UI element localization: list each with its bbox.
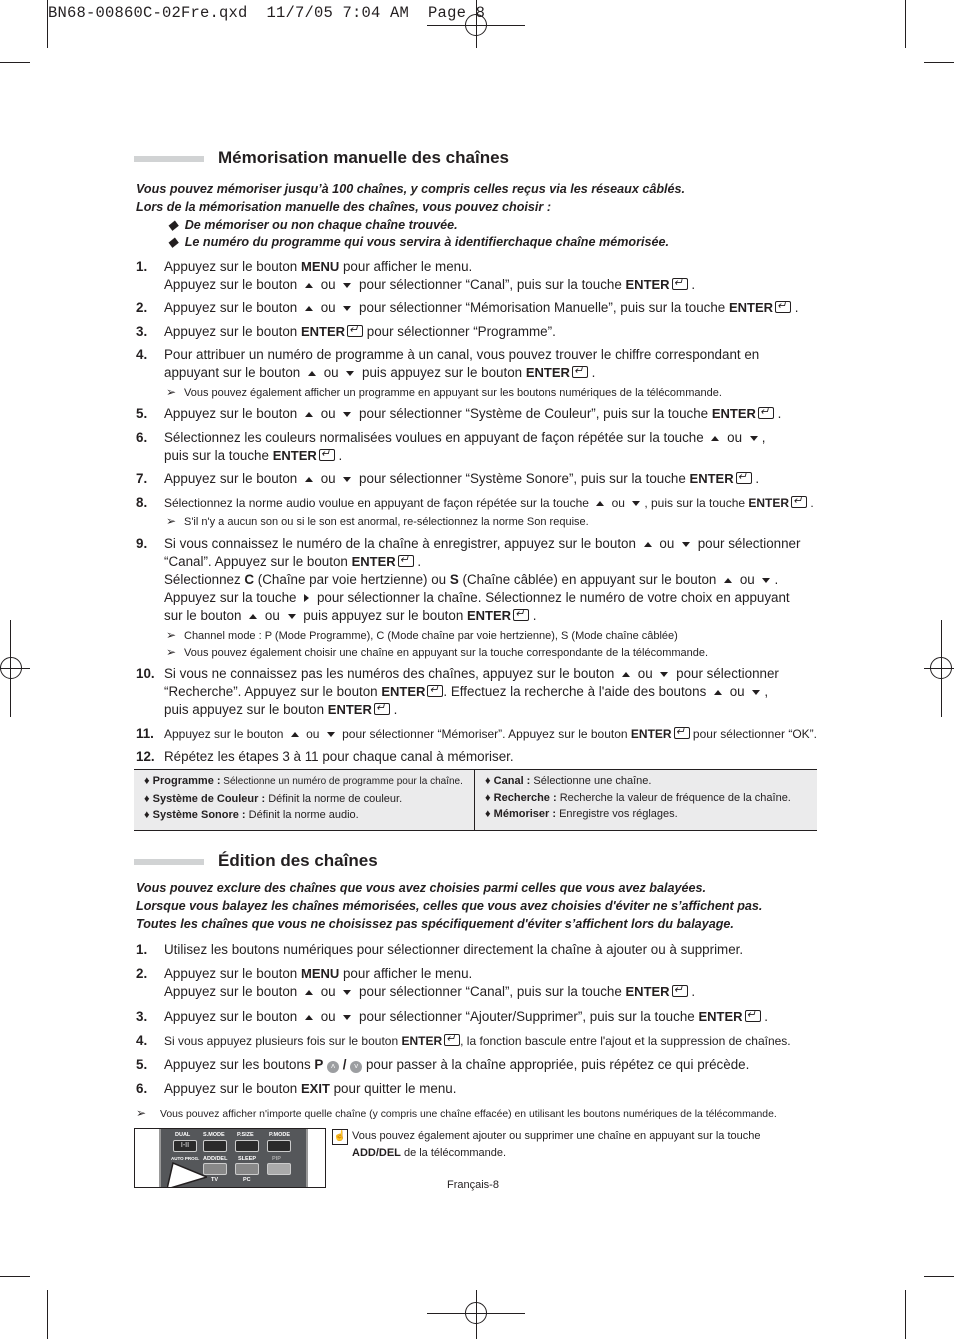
note: ➢ Channel mode : P (Mode Programme), C (Mode chaîne par voie hertzienne), S (Mode chaîne câblée) bbox=[166, 628, 678, 642]
enter-icon bbox=[758, 407, 774, 419]
note: ➢ S'il n'y a aucun son ou si le son est anormal, re-sélectionnez la norme Son requise. bbox=[166, 514, 589, 528]
crop-mark bbox=[0, 1276, 30, 1277]
up-arrow-icon bbox=[308, 371, 316, 376]
remote-body bbox=[159, 1129, 308, 1187]
down-arrow-icon bbox=[343, 412, 351, 417]
intro-bullet: ◆ De mémoriser ou non chaque chaîne trouvée. bbox=[168, 217, 458, 232]
legend-item: ♦ Système Sonore : Définit la norme audio. bbox=[144, 809, 359, 821]
section-bar bbox=[134, 859, 204, 865]
down-arrow-icon bbox=[632, 501, 640, 506]
intro-line: Lors de la mémorisation manuelle des chaînes, vous pouvez choisir : bbox=[136, 199, 552, 214]
down-arrow-icon bbox=[682, 542, 690, 547]
down-arrow-icon bbox=[343, 990, 351, 995]
remote-button bbox=[235, 1163, 259, 1175]
step-4: 4. Si vous appuyez plusieurs fois sur le bouton ENTER↵ , la fonction bascule entre l'ajout et la suppression de chaînes. bbox=[136, 1032, 826, 1050]
menu-legend-table bbox=[134, 769, 817, 831]
remote-label: PIP bbox=[272, 1156, 281, 1162]
step-2: 2. Appuyez sur le bouton MENU pour afficher le menu. Appuyez sur le bouton ou pour sélectionner “Canal”, puis sur la touche ENTER↵ . bbox=[136, 965, 826, 1001]
up-arrow-icon bbox=[305, 306, 313, 311]
step-11: 11. Appuyez sur le bouton ou pour sélectionner “Mémoriser”. Appuyez sur le bouton ENTER↵ pour sélectionner “OK”. bbox=[136, 725, 826, 743]
down-arrow-icon bbox=[343, 1015, 351, 1020]
intro-line: Lorsque vous balayez les chaînes mémorisées, celles que vous avez choisies d'éviter ne s’affichent pas. bbox=[136, 898, 763, 913]
enter-icon bbox=[427, 685, 443, 697]
up-arrow-icon bbox=[596, 501, 604, 506]
step-3: 3. Appuyez sur le bouton ENTER↵ pour sélectionner “Programme”. bbox=[136, 323, 826, 341]
up-arrow-icon bbox=[305, 283, 313, 288]
remote-button bbox=[203, 1140, 227, 1152]
remote-label: PC bbox=[243, 1177, 251, 1183]
down-arrow-icon bbox=[343, 306, 351, 311]
note-arrow-icon: ➢ bbox=[166, 645, 177, 659]
section-bar bbox=[134, 156, 204, 162]
down-arrow-icon bbox=[343, 283, 351, 288]
up-arrow-icon bbox=[644, 542, 652, 547]
print-slug: BN68-00860C-02Fre.qxd 11/7/05 7:04 AM Page 8 bbox=[48, 4, 486, 22]
section-intro bbox=[136, 880, 836, 933]
enter-icon bbox=[791, 496, 807, 508]
enter-icon bbox=[319, 449, 335, 461]
legend-item: ♦ Mémoriser : Enregistre vos réglages. bbox=[485, 808, 678, 820]
up-arrow-icon bbox=[305, 412, 313, 417]
remote-label: AUTO PROG. bbox=[171, 1156, 200, 1161]
step-1: 1. Appuyez sur le bouton MENU pour afficher le menu. Appuyez sur le bouton ou pour sélectionner “Canal”, puis sur la touche ENTER↵ . bbox=[136, 258, 826, 294]
enter-icon bbox=[513, 609, 529, 621]
crop-mark bbox=[47, 1290, 48, 1339]
up-arrow-icon bbox=[305, 990, 313, 995]
channel-down-icon: ˅ bbox=[350, 1061, 362, 1073]
up-arrow-icon bbox=[249, 614, 257, 619]
remote-label: DUAL bbox=[175, 1132, 191, 1138]
step-8: 8. Sélectionnez la norme audio voulue en appuyant de façon répétée sur la touche ou , puis sur la touche ENTER↵ . bbox=[136, 494, 826, 512]
channel-up-icon: ˄ bbox=[327, 1061, 339, 1073]
legend-item: ♦ Système de Couleur : Définit la norme de couleur. bbox=[144, 792, 403, 805]
registration-mark bbox=[465, 1302, 487, 1324]
intro-line: Vous pouvez exclure des chaînes que vous avez choisies parmi celles que vous avez balayées. bbox=[136, 881, 707, 895]
remote-button bbox=[267, 1163, 291, 1175]
up-arrow-icon bbox=[724, 578, 732, 583]
enter-icon bbox=[572, 366, 588, 378]
remote-label: ADD/DEL bbox=[203, 1156, 228, 1162]
up-arrow-icon bbox=[622, 672, 630, 677]
enter-icon bbox=[672, 278, 688, 290]
remote-label: SLEEP bbox=[238, 1156, 257, 1162]
intro-line: Vous pouvez mémoriser jusqu’à 100 chaînes, y compris celles reçus via les réseaux câblés. bbox=[136, 182, 686, 196]
step-9: 9. Si vous connaissez le numéro de la chaîne à enregistrer, appuyez sur le bouton ou pour sélectionner “Canal”. Appuyez sur le bouton ENTER↵ . Sélectionnez C (Chaîne par voie hertzienne) ou S (Chaîne câblée) en appuyant sur le bouton ou . Appuyez sur la touche pour sélectionner la chaîne. Sélectionnez le numéro de votre choix en appuyant sur le bouton ou puis appuyez sur le bouton ENTER↵ . bbox=[136, 535, 826, 625]
crop-mark bbox=[924, 62, 954, 63]
legend-left-column bbox=[144, 773, 463, 824]
note-arrow-icon: ➢ bbox=[136, 1106, 147, 1120]
step-12: 12. Répétez les étapes 3 à 11 pour chaque canal à mémoriser. bbox=[136, 749, 514, 764]
legend-item: ♦ Recherche : Recherche la valeur de fréquence de la chaîne. bbox=[485, 791, 791, 804]
step-5: 5. Appuyez sur le bouton ou pour sélectionner “Système de Couleur”, puis sur la touche ENTER↵ . bbox=[136, 405, 826, 423]
down-arrow-icon bbox=[762, 578, 770, 583]
note: ➢ Vous pouvez également choisir une chaîne en appuyant sur la touche correspondante de la télécommande. bbox=[166, 645, 709, 659]
enter-icon bbox=[672, 985, 688, 997]
step-6: 6. Sélectionnez les couleurs normalisées voulues en appuyant de façon répétée sur la touche ou , puis sur la touche ENTER↵ . bbox=[136, 429, 826, 465]
down-arrow-icon bbox=[288, 614, 296, 619]
note-arrow-icon: ➢ bbox=[166, 514, 177, 528]
legend-item: ♦ Programme : Sélectionne un numéro de programme pour la chaîne. bbox=[144, 775, 463, 787]
remote-label: S.MODE bbox=[203, 1132, 225, 1138]
enter-icon bbox=[374, 703, 390, 715]
pointer-arrow-icon bbox=[167, 1159, 207, 1188]
tip-text: Vous pouvez également ajouter ou supprimer une chaîne en appuyant sur la touche ADD/DEL de la télécommande. bbox=[352, 1130, 761, 1159]
step-5: 5. Appuyez sur les boutons P ˄ / ˅ pour passer à la chaîne appropriée, puis répétez ce qui précède. bbox=[136, 1057, 750, 1072]
down-arrow-icon bbox=[750, 436, 758, 441]
registration-mark bbox=[930, 657, 952, 679]
enter-icon bbox=[736, 472, 752, 484]
down-arrow-icon bbox=[346, 371, 354, 376]
note: ➢ Vous pouvez afficher n'importe quelle chaîne (y compris une chaîne effacée) en utilisant les boutons numériques de la télécommande. bbox=[136, 1106, 777, 1120]
up-arrow-icon bbox=[305, 1015, 313, 1020]
registration-mark bbox=[0, 657, 22, 679]
crop-mark bbox=[924, 1276, 954, 1277]
remote-button: I-II bbox=[173, 1140, 197, 1152]
remote-label: TV bbox=[211, 1177, 219, 1183]
page-number: Français-8 bbox=[447, 1179, 499, 1191]
down-arrow-icon bbox=[752, 690, 760, 695]
enter-icon bbox=[444, 1034, 460, 1046]
step-2: 2. Appuyez sur le bouton ou pour sélectionner “Mémorisation Manuelle”, puis sur la touche ENTER↵ . bbox=[136, 299, 826, 317]
note-arrow-icon: ➢ bbox=[166, 628, 177, 642]
note: ➢ Vous pouvez également afficher un programme en appuyant sur les boutons numériques de la télécommande. bbox=[166, 385, 722, 399]
remote-label: P.MODE bbox=[269, 1132, 290, 1138]
note-arrow-icon: ➢ bbox=[166, 385, 177, 399]
remote-control-image bbox=[134, 1128, 326, 1188]
crop-mark bbox=[0, 62, 30, 63]
enter-icon bbox=[398, 555, 414, 567]
down-arrow-icon bbox=[327, 732, 335, 737]
enter-icon bbox=[347, 325, 363, 337]
enter-icon bbox=[745, 1010, 761, 1022]
step-3: 3. Appuyez sur le bouton ou pour sélectionner “Ajouter/Supprimer”, puis sur la touche ENTER↵ . bbox=[136, 1008, 826, 1026]
enter-icon bbox=[674, 727, 690, 739]
up-arrow-icon bbox=[305, 477, 313, 482]
step-1: 1. Utilisez les boutons numériques pour sélectionner directement la chaîne à ajouter ou à supprimer. bbox=[136, 942, 744, 957]
remote-button bbox=[267, 1140, 291, 1152]
legend-item: ♦ Canal : Sélectionne une chaîne. bbox=[485, 775, 652, 787]
remote-button bbox=[235, 1140, 259, 1152]
right-arrow-icon bbox=[304, 594, 309, 602]
section-title: Édition des chaînes bbox=[218, 851, 378, 870]
step-7: 7. Appuyez sur le bouton ou pour sélectionner “Système Sonore”, puis sur la touche ENTER↵ . bbox=[136, 470, 826, 488]
legend-divider bbox=[474, 770, 475, 830]
intro-bullet: ◆ Le numéro du programme qui vous servira à identifierchaque chaîne mémorisée. bbox=[168, 235, 669, 250]
section-title: Mémorisation manuelle des chaînes bbox=[218, 148, 509, 167]
enter-icon bbox=[775, 301, 791, 313]
hand-icon: ☝ bbox=[332, 1129, 348, 1145]
step-6: 6. Appuyez sur le bouton EXIT pour quitter le menu. bbox=[136, 1081, 457, 1096]
crop-mark bbox=[905, 1290, 906, 1339]
down-arrow-icon bbox=[343, 477, 351, 482]
step-4: 4. Pour attribuer un numéro de programme à un canal, vous pouvez trouver le chiffre correspondant en appuyant sur le bouton ou puis appuyez sur le bouton ENTER↵ . bbox=[136, 346, 826, 382]
legend-right-column bbox=[485, 773, 791, 823]
remote-label: P.SIZE bbox=[237, 1132, 254, 1138]
up-arrow-icon bbox=[711, 436, 719, 441]
intro-line: Toutes les chaînes que vous ne choisissez pas spécifiquement d'éviter s’affichent lors du balayage. bbox=[136, 916, 734, 931]
step-10: 10. Si vous ne connaissez pas les numéros des chaînes, appuyez sur le bouton ou pour sélectionner “Recherche”. Appuyez sur le bouton ENTER↵ . Effectuez la recherche à l'aide des boutons ou , puis appuyez sur le bouton ENTER↵ . bbox=[136, 665, 826, 719]
crop-mark bbox=[905, 0, 906, 48]
down-arrow-icon bbox=[660, 672, 668, 677]
up-arrow-icon bbox=[291, 732, 299, 737]
section-intro bbox=[136, 181, 826, 252]
up-arrow-icon bbox=[714, 690, 722, 695]
